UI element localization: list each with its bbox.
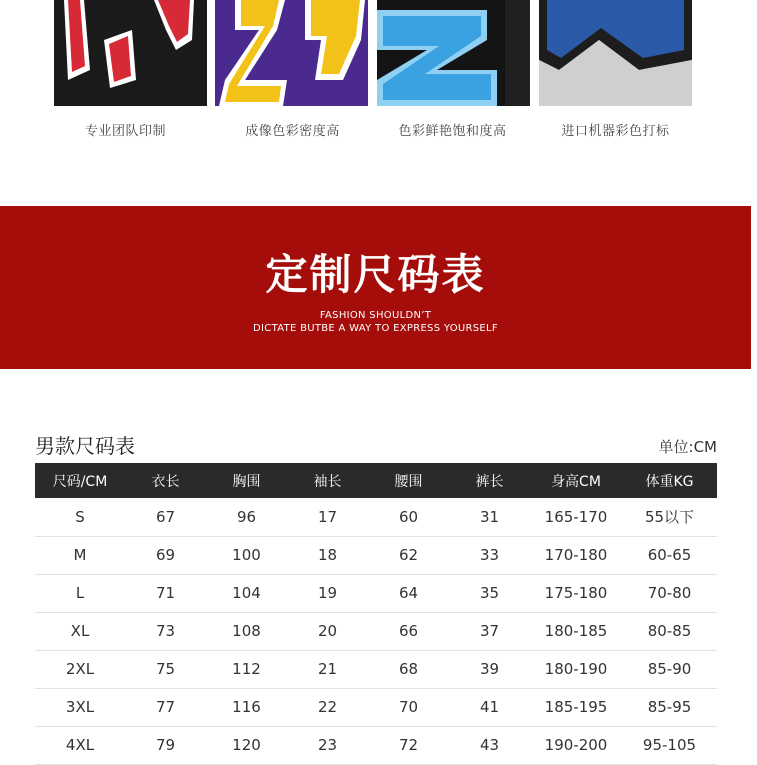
table-cell: 95-105 (642, 736, 697, 754)
feature-caption: 成像色彩密度高 (245, 124, 340, 139)
unit-label: 单位:CM (658, 438, 717, 456)
swatch-vivid-print (377, 0, 530, 106)
table-cell: 4XL (65, 736, 95, 754)
table-cell: 41 (479, 698, 500, 716)
table-cell: 77 (155, 698, 176, 716)
swatch-color-marking (539, 0, 692, 106)
table-row (35, 650, 717, 688)
table-cell: 190-200 (544, 736, 608, 754)
header-height: 身高CM (551, 473, 601, 490)
table-cell: 170-180 (544, 546, 608, 564)
banner-slogan-line2: DICTATE BUTBE A WAY TO EXPRESS YOURSELF (253, 323, 498, 334)
table-cell: 33 (479, 546, 500, 564)
table-cell: 68 (398, 660, 419, 678)
table-cell: 116 (232, 698, 261, 716)
table-cell: 120 (232, 736, 261, 754)
table-cell: 39 (479, 660, 500, 678)
header-chest: 胸围 (232, 473, 261, 490)
table-cell: 43 (479, 736, 500, 754)
table-row (35, 574, 717, 612)
header-pants: 裤长 (475, 473, 504, 490)
table-cell: 64 (398, 584, 419, 602)
table-cell: 180-185 (544, 622, 608, 640)
table-cell: 72 (398, 736, 419, 754)
size-chart-banner (0, 206, 751, 369)
table-cell: 31 (479, 507, 500, 526)
swatch-team-print (54, 0, 207, 106)
table-row (35, 536, 717, 574)
table-cell: 108 (232, 622, 261, 640)
header-size: 尺码/CM (52, 473, 108, 490)
size-table (35, 463, 717, 765)
table-cell: 73 (155, 622, 176, 640)
table-cell: 79 (155, 736, 176, 754)
banner-title: 定制尺码表 (265, 250, 486, 299)
table-cell: 180-190 (544, 660, 608, 678)
header-weight: 体重KG (645, 473, 694, 490)
header-length: 衣长 (151, 473, 180, 490)
table-cell: S (75, 507, 85, 526)
table-cell: 175-180 (544, 584, 608, 602)
table-cell: 100 (232, 546, 261, 564)
table-cell: 85-90 (647, 660, 692, 678)
table-cell: 62 (398, 546, 419, 564)
table-cell: 18 (317, 546, 338, 564)
feature-caption: 色彩鲜艳饱和度高 (398, 124, 507, 139)
table-cell: 70-80 (647, 584, 692, 602)
table-cell: 69 (155, 546, 176, 564)
table-cell: M (73, 546, 87, 564)
table-title: 男款尺码表 (35, 434, 135, 458)
feature-caption: 专业团队印制 (84, 124, 166, 139)
banner-slogan-line1: FASHION SHOULDN’T (319, 310, 432, 321)
table-cell: 67 (155, 507, 176, 526)
table-cell: 55以下 (644, 508, 695, 527)
table-cell: 104 (232, 584, 261, 602)
table-cell: 71 (155, 584, 176, 602)
table-cell: 35 (479, 584, 500, 602)
feature-caption: 进口机器彩色打标 (561, 124, 670, 139)
table-cell: 20 (317, 622, 338, 640)
table-cell: 75 (155, 660, 176, 678)
table-cell: 23 (317, 736, 338, 754)
table-cell: 85-95 (647, 698, 692, 716)
table-cell: 96 (236, 507, 257, 526)
table-cell: 2XL (65, 660, 95, 678)
table-cell: 66 (398, 622, 419, 640)
table-cell: 80-85 (647, 622, 692, 640)
header-waist: 腰围 (394, 473, 423, 490)
table-cell: 19 (317, 584, 338, 602)
table-cell: 22 (317, 698, 338, 716)
table-cell: 165-170 (544, 507, 608, 526)
header-sleeve: 袖长 (313, 473, 342, 490)
table-cell: 3XL (65, 698, 95, 716)
table-cell: 112 (232, 660, 261, 678)
swatch-density-print (215, 0, 368, 106)
table-row (35, 612, 717, 650)
table-header-row (35, 463, 717, 498)
table-cell: 60-65 (647, 546, 692, 564)
table-cell: XL (70, 622, 90, 640)
table-row (35, 688, 717, 726)
table-cell: 60 (398, 507, 419, 526)
table-row (35, 726, 717, 764)
table-row (35, 498, 717, 536)
table-cell: L (75, 584, 85, 602)
table-cell: 37 (479, 622, 500, 640)
table-cell: 17 (317, 507, 338, 526)
table-cell: 21 (317, 660, 338, 678)
table-cell: 185-195 (544, 698, 608, 716)
table-cell: 70 (398, 698, 419, 716)
